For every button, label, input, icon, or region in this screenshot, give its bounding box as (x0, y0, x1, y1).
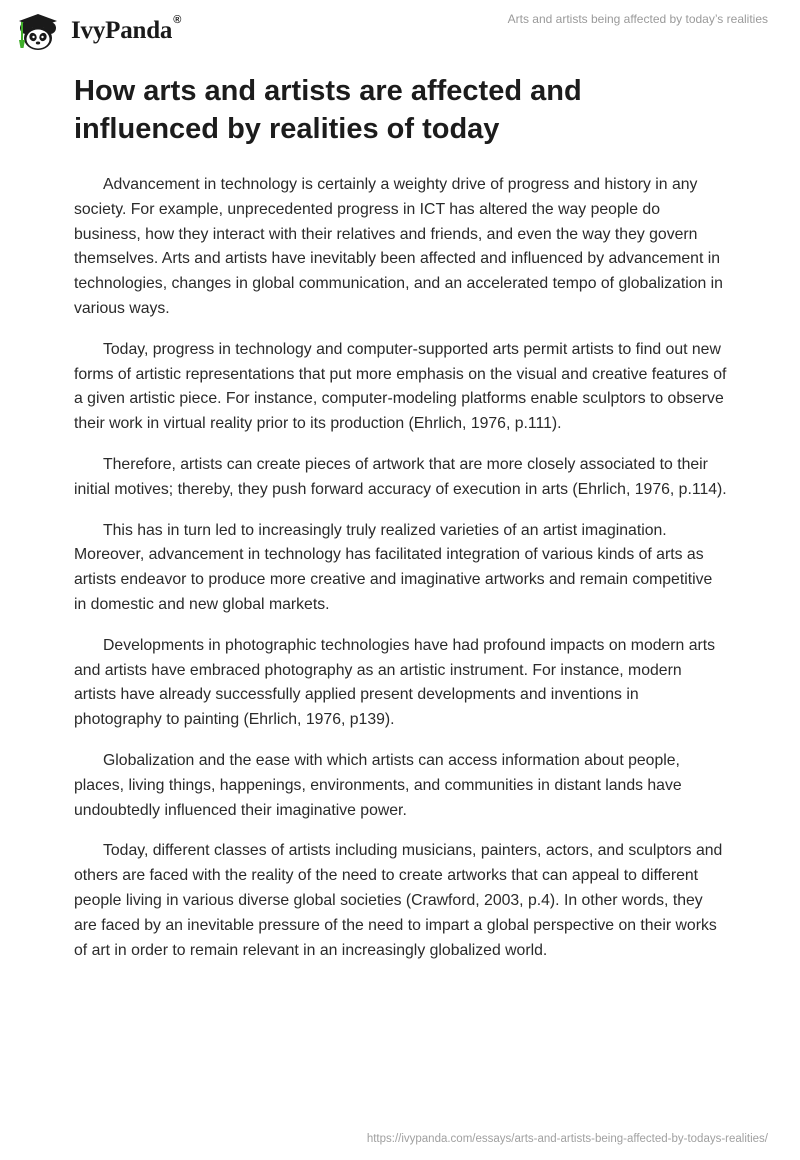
footer-source-url[interactable]: https://ivypanda.com/essays/arts-and-artists-being-affected-by-todays-realities/ (366, 1133, 768, 1145)
essay-paragraph: Developments in photographic technologies have had profound impacts on modern arts and artists have embraced photography as an artistic instrument. For instance, modern artists have already successfully applied present developments and inventions in photography to painting (Ehrlich, 1976, p139). (74, 636, 716, 729)
panda-graduate-icon (13, 11, 65, 53)
essay-title: How arts and artists are affected and influenced by realities of today (74, 75, 582, 145)
brand-logo[interactable] (13, 10, 181, 54)
essay-paragraph: Today, different classes of artists including musicians, painters, actors, and sculptors and others are faced with the reality of the need to create artworks that can appeal to different people living in various diverse global societies (Crawford, 2003, p.4). In other words, they are faced by an inevitable pressure of the need to impart a global perspective on their works of art in order to remain relevant in an increasingly globalized world. (74, 842, 723, 959)
essay-paragraph: Today, progress in technology and computer-supported arts permit artists to find out new forms of artistic representations that put more emphasis on the visual and creative features of a given artistic piece. For instance, computer-modeling platforms enable sculptors to observe their work in virtual reality prior to its production (Ehrlich, 1976, p.111). (74, 340, 727, 433)
essay-body (74, 173, 728, 979)
essay-paragraph: Advancement in technology is certainly a weighty drive of progress and history in any society. For example, unprecedented progress in ICT has altered the way people do business, how they interact with their relatives and friends, and even the way they govern themselves. Arts and artists have inevitably been affected and influenced by advancement in technologies, changes in global communication, and an accelerated tempo of globalization in various ways. (74, 176, 723, 317)
header-document-title: Arts and artists being affected by today’s realities (507, 12, 768, 26)
essay-paragraph: Therefore, artists can create pieces of artwork that are more closely associated to their initial motives; thereby, they push forward accuracy of execution in arts (Ehrlich, 1976, p.114). (74, 455, 727, 498)
registered-mark: ® (173, 14, 182, 26)
page-header (0, 0, 800, 64)
essay-paragraph: This has in turn led to increasingly truly realized varieties of an artist imagination. Moreover, advancement in technology has facilitated integration of various kinds of arts as artists endeavor to produce more creative and imaginative artworks and remain competitive in domestic and new global markets. (74, 521, 713, 613)
brand-name: IvyPanda® (71, 14, 182, 44)
essay-paragraph: Globalization and the ease with which artists can access information about people, places, living things, happenings, environments, and communities in distant lands have undoubtedly influenced their imaginative power. (74, 751, 682, 819)
